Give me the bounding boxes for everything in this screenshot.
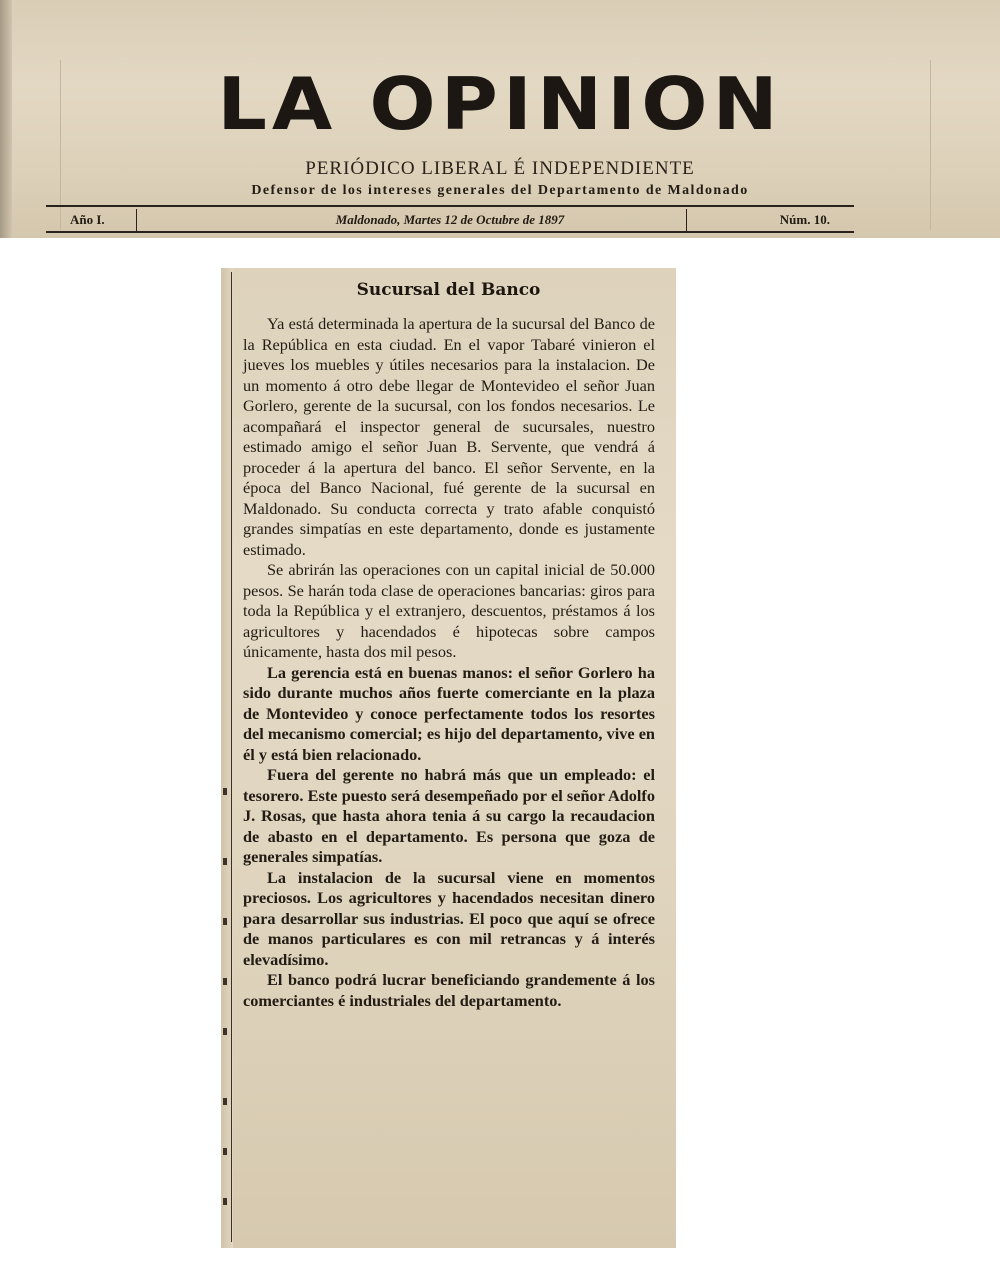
article-paragraph: La gerencia está en buenas manos: el señor Gorlero ha sido durante muchos años fuerte comerciante en la plaza de Montevideo y conoce perfectamente todos los resortes del mecanismo comercial; es hijo del departamento, vive en él y está bien relacionado. — [243, 662, 655, 764]
article-paragraph: La instalacion de la sucursal viene en momentos preciosos. Los agricultores y hacendados necesitan dinero para desarrollar sus industrias. El poco que aquí se ofrece de manos particulares es con mil retrancas y á interés elevadísimo. — [243, 867, 655, 969]
newspaper-tagline: Defensor de los intereses generales del Departamento de Maldonado — [251, 183, 749, 198]
dateline-bar — [46, 209, 854, 231]
newspaper-subtitle: PERIÓDICO LIBERAL É INDEPENDIENTE — [305, 158, 695, 179]
newspaper-title: LA OPINION — [217, 63, 783, 147]
article-paragraph: Fuera del gerente no habrá más que un empleado: el tesorero. Este puesto será desempeñado por el señor Adolfo J. Rosas, que hasta ahora tenia á su cargo la recaudacion de abasto en el departamento. Es persona que goza de generales simpatías. — [243, 765, 655, 866]
article-headline: Sucursal del Banco — [356, 280, 541, 300]
article-paragraph: Ya está determinada la apertura de la sucursal del Banco de la República en esta ciudad. En el vapor Tabaré vinieron el jueves los muebles y útiles necesarios para la instalacion. De un momento á otro debe llegar de Montevideo el señor Juan Gorlero, gerente de la sucursal, con los fondos necesarios. Le acompañará el inspector general de sucursales, nuestro estimado amigo el señor Juan B. Servente, que vendrá á proceder á la apertura del banco. El señor Servente, en la época del Banco Nacional, fué gerente de la sucursal en Maldonado. Su conducta correcta y trato afable conquistó grandes simpatías en este departamento, donde es justamente estimado. — [243, 314, 655, 559]
margin-marks — [221, 768, 231, 1228]
masthead-rule — [46, 231, 854, 233]
article-body — [243, 314, 655, 1011]
article-clipping — [221, 268, 676, 1248]
newspaper-masthead — [0, 0, 1000, 238]
issue-date: Maldonado, Martes 12 de Octubre de 1897 — [335, 212, 565, 227]
issue-number: Núm. 10. — [779, 212, 830, 227]
article-paragraph: El banco podrá lucrar beneficiando grandemente á los comerciantes é industriales del departamento. — [243, 970, 655, 1010]
column-rule — [231, 272, 232, 1242]
issue-year: Año I. — [70, 212, 105, 227]
masthead-rule — [46, 205, 854, 207]
article-paragraph: Se abrirán las operaciones con un capital inicial de 50.000 pesos. Se harán toda clase de operaciones bancarias: giros para toda la República y el extranjero, descuentos, préstamos á los agricultores y hacendados é hipotecas sobre campos únicamente, hasta dos mil pesos. — [243, 560, 655, 661]
